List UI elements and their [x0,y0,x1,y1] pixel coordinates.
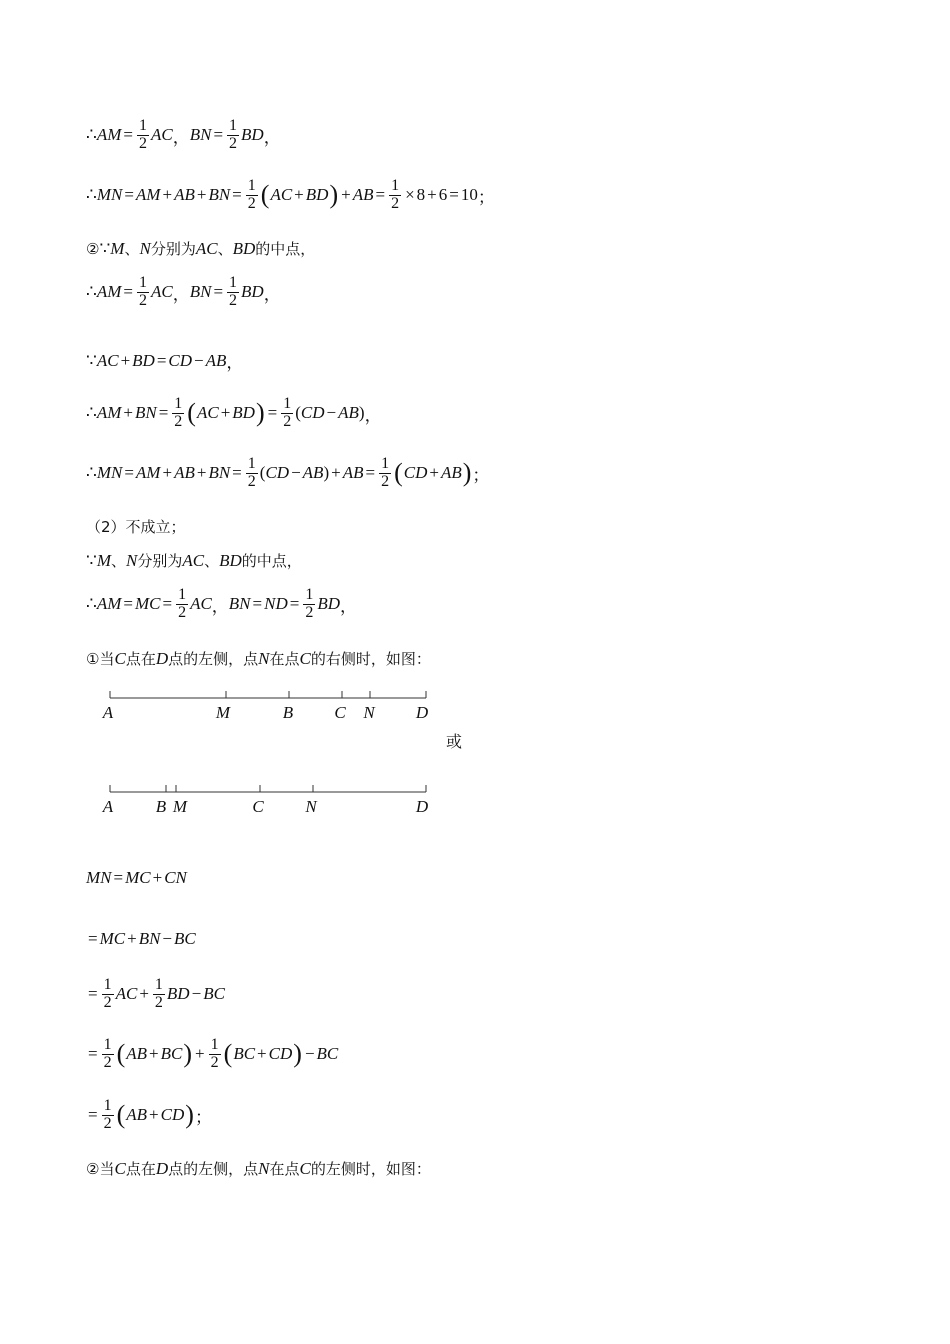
var-BD: BD [317,594,341,614]
segment-diagram-1-svg [100,684,440,728]
right-paren: ) [329,180,339,210]
left-paren: ( [187,398,196,428]
circled-2: ② [86,1159,100,1178]
var-BN: BN [208,463,231,483]
var-AC: AC [182,550,205,570]
var-BN: BN [189,125,212,145]
text-midpoint: 的中点， [241,552,302,570]
var-D: D [155,648,169,668]
var-AB: AB [342,463,364,483]
fraction-half [153,977,165,1012]
text-fenbiewei: 分别为 [150,240,196,258]
var-N: N [126,550,138,570]
var-BC: BC [203,984,225,1004]
frac-den: 2 [103,1114,112,1132]
comma: ， [364,405,382,425]
var-AB: AB [126,1105,148,1125]
num-8: 8 [416,185,426,205]
frac-num: 1 [103,976,112,993]
point-label-A: A [102,797,114,816]
plus-sign: + [429,463,439,483]
equation-line-12 [86,868,187,888]
plus-sign: + [162,463,173,483]
plus-sign: + [220,403,231,423]
eq-sign: = [213,282,224,302]
left-paren: ( [116,1039,126,1069]
plus-sign: + [196,185,207,205]
text-left-of: 点的左侧，点 [168,1160,259,1178]
point-label-A: A [102,703,114,722]
point-label-M: M [172,797,188,816]
var-BC: BC [233,1044,256,1064]
minus-sign: − [194,350,204,370]
var-BN: BN [138,929,161,948]
or-text: 或 [446,732,463,751]
semicolon: ； [477,187,495,207]
var-CD: CD [160,1105,185,1125]
therefore-symbol: ∴ [86,403,97,423]
plus-sign: + [257,1044,267,1064]
fraction-half [102,1098,114,1133]
comma: ， [340,596,358,616]
plus-sign: + [149,1105,159,1125]
therefore-symbol: ∴ [86,125,97,145]
fraction-half [227,118,239,153]
eq-sign: = [289,594,300,614]
point-label-N: N [305,797,317,816]
fraction-half [102,1037,114,1072]
fraction-half [137,275,149,310]
var-M: M [96,550,111,570]
because-symbol: ∵ [86,350,97,370]
equation-line-14 [86,977,225,1012]
eq-sign: = [124,185,134,205]
fraction-half [227,275,239,310]
point-label-D: D [415,797,429,816]
therefore-symbol: ∴ [86,282,97,302]
var-AB: AB [174,185,195,205]
var-CD: CD [168,350,193,370]
text-dianzai: 点在 [125,650,156,668]
plus-sign: + [149,1044,159,1064]
case-2-label: （2）不成立； [86,518,186,536]
var-BD: BD [241,125,264,145]
frac-den: 2 [381,472,390,490]
equation-line-15 [86,1037,338,1072]
text-line-9 [86,550,302,571]
dunhao: 、 [204,552,220,570]
text-zaidian: 在点 [269,650,300,668]
right-paren: ) [185,1100,194,1130]
because-symbol: ∵ [86,550,97,570]
eq-sign: = [449,185,459,205]
comma: ， [172,127,190,147]
segment-diagram-1 [100,684,440,728]
text-line-17 [86,1158,431,1179]
var-CD: CD [268,1044,293,1064]
text-fenbiewei: 分别为 [137,552,183,570]
comma: ， [226,353,244,372]
frac-den: 2 [229,134,238,152]
eq-sign: = [232,463,242,483]
fraction-half [209,1037,221,1072]
therefore-symbol: ∴ [86,463,97,483]
minus-sign: − [191,984,202,1004]
plus-sign: + [120,350,131,370]
frac-num: 1 [103,1036,112,1053]
eq-sign: = [232,185,242,205]
right-paren: ) [255,398,265,428]
eq-sign: = [123,282,133,302]
var-C: C [114,648,126,668]
var-AB: AB [302,463,324,483]
therefore-symbol: ∴ [86,594,97,614]
var-AM: AM [96,125,122,145]
var-BC: BC [316,1044,339,1064]
frac-num: 1 [210,1036,219,1053]
frac-num: 1 [138,274,147,291]
text-left-when: 的左侧时，如图： [310,1160,431,1178]
eq-sign: = [113,868,124,887]
eq-sign: = [88,1044,98,1064]
var-MN: MN [96,463,123,483]
circled-1: ① [86,649,100,668]
plus-sign: + [195,1044,205,1064]
eq-sign: = [162,594,173,614]
var-AM: AM [135,185,161,205]
frac-num: 1 [247,177,256,194]
semicolon: ； [472,465,490,485]
equation-line-2 [86,178,495,213]
var-N: N [139,238,151,258]
frac-den: 2 [305,603,314,621]
eq-sign: = [123,125,133,145]
comma: ， [172,284,190,304]
var-MC: MC [125,868,151,887]
fraction-half [172,396,184,431]
minus-sign: − [291,463,301,483]
frac-den: 2 [178,603,187,621]
circled-2: ② [86,239,100,258]
var-AB: AB [338,403,359,423]
fraction-half [246,178,258,213]
right-paren: ) [293,1039,302,1069]
point-label-B: B [282,703,294,722]
var-N: N [258,1158,270,1178]
frac-den: 2 [283,412,292,430]
equation-line-5 [86,348,243,373]
eq-sign: = [213,125,224,145]
text-dang: 当 [99,650,115,668]
equation-line-6 [86,396,382,431]
var-AB: AB [205,350,227,370]
equation-line-1 [86,118,281,153]
segment-diagram-2-svg [100,778,440,822]
dunhao: 、 [217,240,233,258]
eq-sign: = [124,463,134,483]
var-MC: MC [99,929,126,948]
var-CD: CD [265,463,290,483]
eq-sign: = [88,1105,98,1125]
plus-sign: + [331,463,341,483]
var-AC: AC [196,403,219,423]
frac-den: 2 [103,993,112,1011]
equation-line-13 [86,929,196,949]
frac-den: 2 [247,194,256,212]
var-C: C [299,648,311,668]
var-BC: BC [160,1044,183,1064]
var-N: N [258,648,270,668]
fraction-half [137,118,149,153]
eq-sign: = [365,463,376,483]
fraction-half [389,178,401,213]
var-CD: CD [403,463,428,483]
var-CD: CD [300,403,325,423]
fraction-half [281,396,293,431]
plus-sign: + [139,984,149,1004]
left-paren: ( [116,1100,126,1130]
frac-num: 1 [229,117,238,134]
frac-den: 2 [138,291,147,309]
frac-num: 1 [283,395,292,412]
frac-num: 1 [229,274,238,291]
eq-sign: = [123,594,133,614]
dunhao: 、 [124,240,140,258]
var-AC: AC [150,282,173,302]
minus-sign: − [162,929,173,948]
var-BN: BN [189,282,212,302]
left-paren: ( [295,403,301,423]
comma: ， [263,284,281,304]
var-BN: BN [228,594,251,614]
point-label-M: M [215,703,231,722]
frac-den: 2 [210,1053,219,1071]
comma: ， [263,127,281,147]
var-AC: AC [190,594,212,614]
semicolon: ； [194,1107,212,1127]
var-BD: BD [166,984,190,1004]
fraction-half [303,587,315,622]
equation-line-16 [86,1098,212,1133]
frac-den: 2 [174,412,183,430]
eq-sign: = [267,403,278,423]
var-AB: AB [352,185,374,205]
left-paren: ( [394,458,403,488]
var-BD: BD [232,238,256,258]
var-BN: BN [208,185,231,205]
right-paren: ) [358,403,365,423]
left-paren: ( [223,1039,233,1069]
plus-sign: + [427,185,437,205]
var-C: C [114,1158,126,1178]
fraction-half [102,977,114,1012]
plus-sign: + [152,868,163,887]
var-M: M [110,238,125,258]
dunhao: 、 [111,552,127,570]
var-BC: BC [174,929,196,948]
var-D: D [155,1158,169,1178]
var-ND: ND [264,594,288,614]
right-paren: ) [183,1039,193,1069]
num-10: 10 [460,185,478,205]
var-BD: BD [241,282,264,302]
frac-den: 2 [103,1053,112,1071]
var-AM: AM [96,403,122,423]
text-zaidian: 在点 [269,1160,300,1178]
var-AC: AC [195,238,218,258]
equation-line-4 [86,275,281,310]
var-BD: BD [305,185,329,205]
var-MC: MC [134,594,161,614]
point-label-D: D [415,703,429,722]
left-paren: ( [260,180,270,210]
left-paren: ( [259,463,266,483]
var-AC: AC [270,185,293,205]
eq-sign: = [158,403,169,423]
frac-den: 2 [154,993,163,1011]
frac-den: 2 [247,472,256,490]
text-dianzai: 点在 [125,1160,156,1178]
eq-sign: = [375,185,386,205]
minus-sign: − [304,1044,315,1064]
var-AB: AB [440,463,462,483]
text-line-8 [86,516,186,537]
var-AC: AC [115,984,138,1004]
plus-sign: + [196,463,207,483]
point-label-C: C [252,797,264,816]
frac-num: 1 [391,177,400,194]
var-CN: CN [164,868,187,887]
var-AB: AB [174,463,195,483]
right-paren: ) [462,458,472,488]
plus-sign: + [341,185,351,205]
var-BD: BD [219,550,242,570]
equation-line-10 [86,587,357,622]
text-midpoint: 的中点， [255,240,316,258]
frac-num: 1 [174,395,183,412]
point-label-N: N [363,703,375,722]
var-AB: AB [126,1044,148,1064]
frac-den: 2 [391,194,400,212]
frac-num: 1 [154,976,163,993]
minus-sign: − [326,403,337,423]
var-AC: AC [150,125,173,145]
num-6: 6 [438,185,448,205]
right-paren: ) [323,463,330,483]
eq-sign: = [252,594,263,614]
var-AM: AM [135,463,161,483]
because-symbol: ∵ [99,238,111,258]
var-AM: AM [96,594,122,614]
frac-den: 2 [138,134,147,152]
var-BD: BD [132,350,155,370]
segment-diagram-2 [100,778,440,822]
frac-num: 1 [381,455,390,472]
var-BN: BN [134,403,157,423]
var-MN: MN [86,868,112,887]
fraction-half [246,456,258,491]
frac-num: 1 [138,117,147,134]
fraction-half [176,587,188,622]
eq-sign: = [88,984,98,1004]
text-line-3 [86,238,315,259]
frac-num: 1 [247,455,256,472]
eq-sign: = [88,929,98,948]
var-AM: AM [96,282,122,302]
fraction-half [379,456,391,491]
plus-sign: + [123,403,133,423]
text-line-11 [86,648,431,669]
eq-sign: = [156,350,167,370]
frac-num: 1 [305,586,314,603]
times-sign: × [405,185,415,205]
var-MN: MN [96,185,123,205]
text-dang: 当 [99,1160,115,1178]
frac-num: 1 [178,586,187,603]
point-label-B: B [155,797,167,816]
text-right-when: 的右侧时，如图： [310,650,431,668]
plus-sign: + [294,185,304,205]
point-label-C: C [334,703,346,722]
var-C: C [299,1158,311,1178]
frac-num: 1 [103,1097,112,1114]
plus-sign: + [162,185,173,205]
frac-den: 2 [229,291,238,309]
var-AC: AC [96,350,119,370]
equation-line-7 [86,456,489,491]
plus-sign: + [127,929,137,948]
text-left-of: 点的左侧，点 [168,650,259,668]
var-BD: BD [232,403,255,423]
comma: ， [211,596,229,616]
therefore-symbol: ∴ [86,185,97,205]
